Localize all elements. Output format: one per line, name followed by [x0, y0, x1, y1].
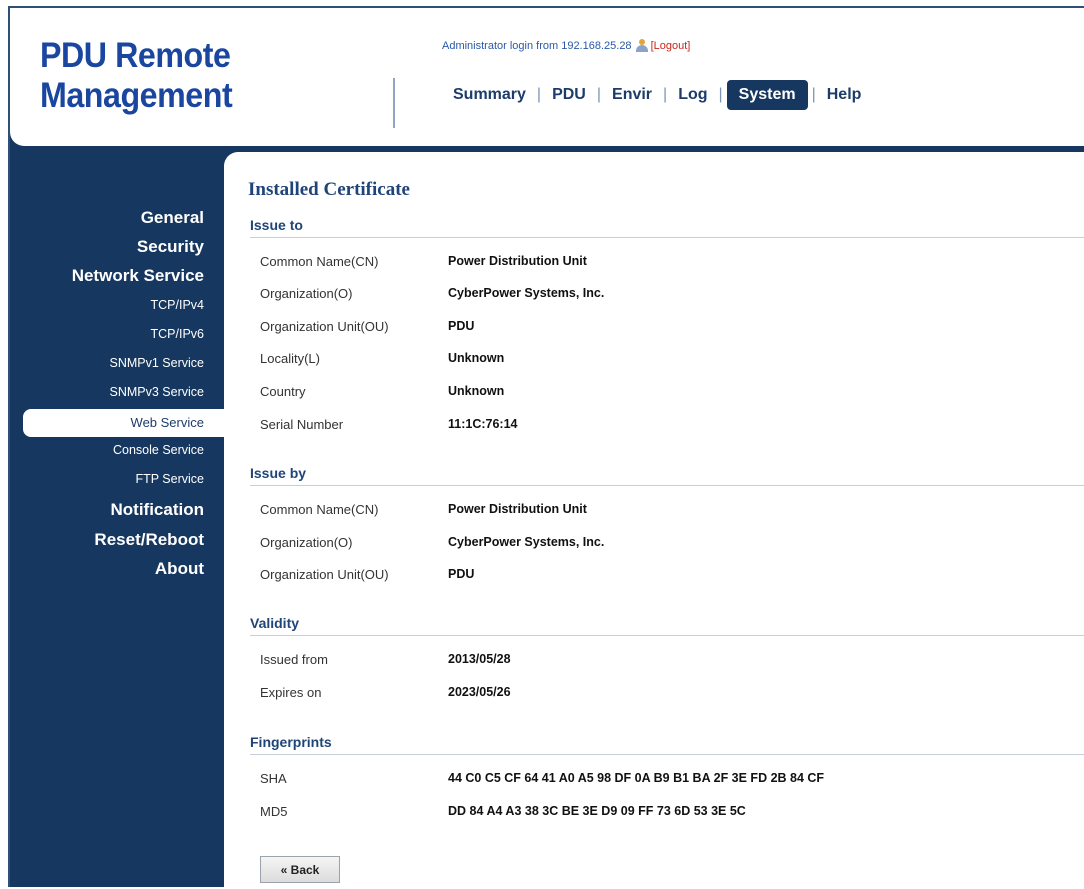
back-button[interactable]: « Back	[260, 856, 340, 883]
table-row	[260, 286, 1080, 301]
table-row	[260, 771, 1080, 786]
row-value: Unknown	[448, 351, 505, 365]
section-fingerprints-heading: Fingerprints	[250, 734, 1084, 755]
nav-separator: |	[811, 86, 816, 103]
app-title-line2: Management	[40, 76, 233, 115]
table-row	[260, 254, 1080, 269]
row-label: Expires on	[260, 685, 322, 700]
nav-separator: |	[718, 86, 723, 103]
sidebar-item-snmpv1-service[interactable]: SNMPv1 Service	[109, 356, 204, 370]
row-label: Organization(O)	[260, 286, 353, 301]
table-row	[260, 804, 1080, 819]
row-value: DD 84 A4 A3 38 3C BE 3E D9 09 FF 73 6D 53 3E 5C	[448, 804, 746, 818]
logout-link[interactable]: [Logout]	[650, 39, 691, 52]
row-value: 11:1C:76:14	[448, 417, 518, 431]
nav-system[interactable]: System	[727, 80, 808, 110]
nav-separator: |	[536, 86, 542, 103]
sidebar	[10, 146, 224, 889]
row-label: SHA	[260, 771, 287, 786]
section-validity-heading: Validity	[250, 615, 1084, 636]
table-row	[260, 535, 1080, 550]
row-value: PDU	[448, 567, 475, 581]
app-title-line1: PDU Remote	[40, 36, 231, 75]
sidebar-item-notification[interactable]: Notification	[110, 500, 204, 519]
row-value: Unknown	[448, 384, 505, 398]
row-value: PDU	[448, 319, 475, 333]
nav-pdu[interactable]: PDU	[552, 86, 586, 103]
user-icon	[635, 39, 648, 52]
row-value: CyberPower Systems, Inc.	[448, 535, 605, 549]
main-content	[224, 152, 1084, 889]
row-label: Serial Number	[260, 417, 344, 432]
header-divider	[393, 78, 395, 128]
table-row	[260, 417, 1080, 432]
sidebar-item-web-service[interactable]: Web Service	[23, 409, 224, 437]
top-nav	[446, 80, 868, 110]
sidebar-item-general[interactable]: General	[140, 208, 204, 227]
row-label: Organization Unit(OU)	[260, 567, 389, 582]
sidebar-item-tcp-ipv6[interactable]: TCP/IPv6	[150, 327, 204, 341]
sidebar-item-about[interactable]: About	[154, 559, 204, 578]
sidebar-item-tcp-ipv4[interactable]: TCP/IPv4	[150, 298, 204, 312]
nav-summary[interactable]: Summary	[453, 86, 526, 103]
table-row	[260, 652, 1080, 667]
row-label: Issued from	[260, 652, 328, 667]
sidebar-item-console-service[interactable]: Console Service	[112, 443, 204, 457]
table-row	[260, 351, 1080, 366]
login-info	[442, 39, 690, 52]
app-frame	[8, 6, 1084, 887]
row-value: 2023/05/26	[448, 685, 511, 699]
nav-log[interactable]: Log	[678, 86, 708, 103]
header	[10, 8, 1084, 146]
table-row	[260, 319, 1080, 334]
sidebar-item-ftp-service[interactable]: FTP Service	[135, 472, 204, 486]
nav-separator: |	[596, 86, 602, 103]
row-label: Locality(L)	[260, 351, 320, 366]
sidebar-item-snmpv3-service[interactable]: SNMPv3 Service	[109, 385, 204, 399]
table-row	[260, 567, 1080, 582]
login-text: Administrator login from 192.168.25.28	[442, 39, 632, 52]
section-issue-by-heading: Issue by	[250, 465, 1084, 486]
nav-separator: |	[663, 86, 668, 103]
row-label: Organization(O)	[260, 535, 353, 550]
section-issue-to-heading: Issue to	[250, 217, 1084, 238]
row-value: Power Distribution Unit	[448, 254, 587, 268]
row-label: MD5	[260, 804, 288, 819]
table-row	[260, 685, 1080, 700]
nav-help[interactable]: Help	[826, 86, 862, 103]
page-title: Installed Certificate	[248, 179, 410, 200]
sidebar-item-reset-reboot[interactable]: Reset/Reboot	[94, 530, 204, 549]
row-label: Organization Unit(OU)	[260, 319, 389, 334]
row-value: Power Distribution Unit	[448, 502, 587, 516]
row-label: Common Name(CN)	[260, 254, 379, 269]
app-logo	[40, 36, 232, 116]
nav-envir[interactable]: Envir	[612, 86, 653, 103]
table-row	[260, 384, 1080, 399]
row-label: Common Name(CN)	[260, 502, 379, 517]
row-value: 2013/05/28	[448, 652, 511, 666]
row-value: CyberPower Systems, Inc.	[448, 286, 605, 300]
row-label: Country	[260, 384, 306, 399]
sidebar-item-security[interactable]: Security	[136, 237, 204, 256]
table-row	[260, 502, 1080, 517]
row-value: 44 C0 C5 CF 64 41 A0 A5 98 DF 0A B9 B1 BA 2F 3E FD 2B 84 CF	[448, 771, 825, 785]
sidebar-item-network-service[interactable]: Network Service	[71, 266, 204, 285]
